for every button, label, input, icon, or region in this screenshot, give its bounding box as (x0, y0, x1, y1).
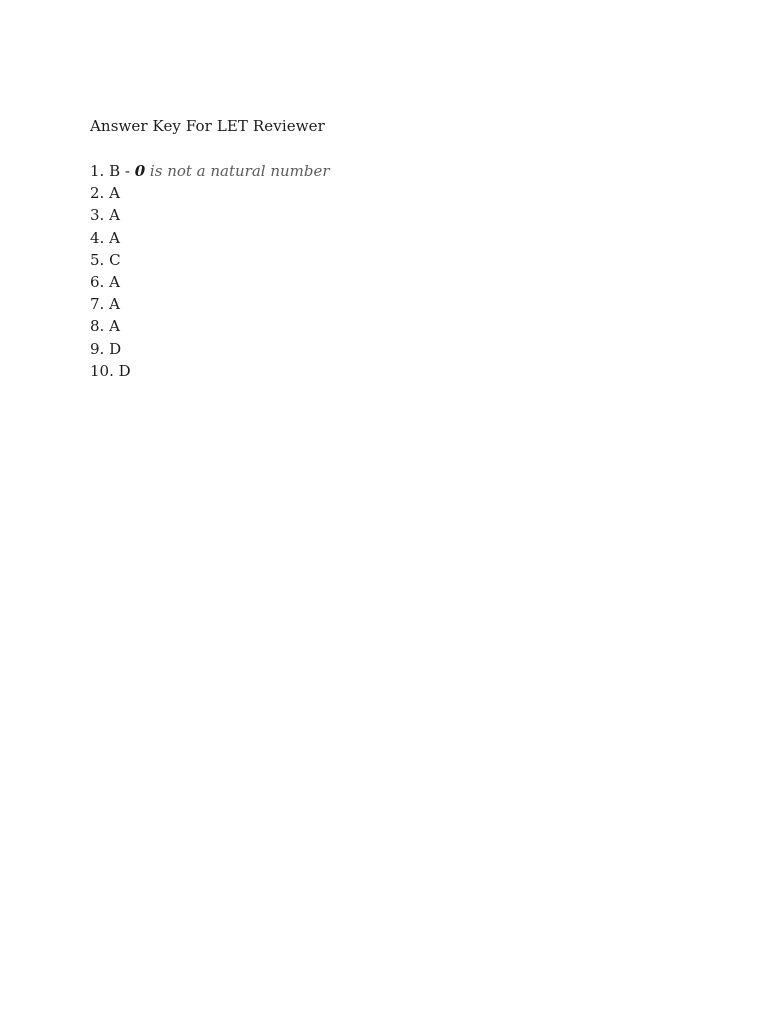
answer-item-7 (90, 293, 690, 315)
answer-item-1 (90, 160, 690, 182)
answer-item-2 (90, 182, 690, 204)
document-body (90, 116, 690, 382)
answer-item-10 (90, 360, 690, 382)
answer-list (90, 160, 690, 382)
answer-label: 1. B - (90, 162, 135, 180)
answer-item-4 (90, 227, 690, 249)
answer-label: 5. C (90, 250, 121, 269)
answer-item-3 (90, 204, 690, 226)
answer-label: 10. D (90, 361, 131, 380)
answer-label: 4. A (90, 228, 120, 247)
page-title: Answer Key For LET Reviewer (90, 117, 325, 135)
answer-item-8 (90, 315, 690, 337)
answer-note-emphasis: 0 (134, 162, 146, 180)
answer-label: 2. A (90, 184, 120, 203)
answer-label: 8. A (90, 317, 120, 336)
answer-label: 3. A (90, 206, 120, 225)
answer-item-6 (90, 271, 690, 293)
answer-label: 6. A (90, 272, 120, 291)
answer-label: 9. D (90, 339, 122, 358)
answer-label: 7. A (90, 295, 120, 314)
answer-note: is not a natural number (145, 162, 330, 180)
answer-item-9 (90, 338, 690, 360)
answer-item-5 (90, 249, 690, 271)
